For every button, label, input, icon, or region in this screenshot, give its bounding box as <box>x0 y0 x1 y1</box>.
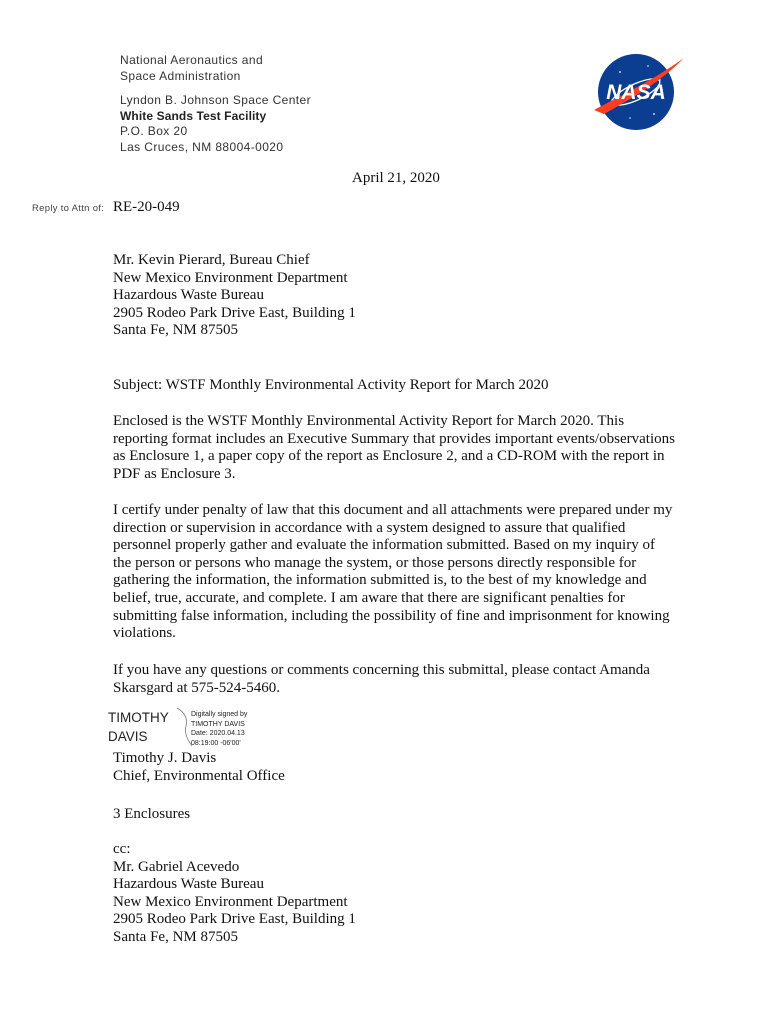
signature-detail-line: 08:19:00 -06'00' <box>191 739 241 747</box>
cc-label: cc: <box>113 841 131 857</box>
signature-name-line: TIMOTHY <box>108 710 169 725</box>
signatory-block <box>113 750 693 785</box>
cc-line: Mr. Gabriel Acevedo <box>113 858 240 875</box>
paragraph-line: Skarsgard at 575-524-5460. <box>113 679 281 696</box>
paragraph-line: If you have any questions or comments concerning this submittal, please contact Amanda <box>113 662 650 678</box>
logo-wordmark: NASA <box>606 81 666 104</box>
paragraph-line: Enclosed is the WSTF Monthly Environmental Activity Report for March 2020. This <box>113 413 625 429</box>
digital-signature-details <box>191 710 247 748</box>
paragraph-line: submitting false information, including the possibility of fine and imprisonment for knowing <box>113 607 670 624</box>
subject-line <box>113 377 693 395</box>
agency-name-line1: National Aeronautics and <box>120 53 264 67</box>
cc-line: Hazardous Waste Bureau <box>113 876 264 893</box>
po-box: P.O. Box 20 <box>120 124 188 138</box>
signatory-title: Chief, Environmental Office <box>113 767 285 784</box>
paragraph-line: reporting format includes an Executive Summary that provides important events/observations <box>113 430 675 447</box>
center-name: Lyndon B. Johnson Space Center <box>120 93 312 107</box>
cc-block <box>113 841 693 947</box>
paragraph-line: gathering the information, the information submitted is, to the best of my knowledge and <box>113 572 647 589</box>
subject-text: Subject: WSTF Monthly Environmental Activity Report for March 2020 <box>113 377 549 393</box>
signatory-name: Timothy J. Davis <box>113 750 217 766</box>
paragraph-line: belief, true, accurate, and complete. I am aware that there are significant penalties for <box>113 589 625 606</box>
paragraph-enclosures <box>113 413 688 483</box>
reply-to-label: Reply to Attn of: <box>32 203 105 214</box>
recipient-line: 2905 Rodeo Park Drive East, Building 1 <box>113 304 356 321</box>
paragraph-line: PDF as Enclosure 3. <box>113 465 236 482</box>
cc-line: New Mexico Environment Department <box>113 893 348 910</box>
recipient-address <box>113 252 693 340</box>
signature-name-line: DAVIS <box>108 729 148 744</box>
recipient-line: Hazardous Waste Bureau <box>113 287 264 304</box>
reference-number: RE-20-049 <box>113 199 180 215</box>
signature-detail-line: Digitally signed by <box>191 711 248 718</box>
letter-date: April 21, 2020 <box>352 170 440 186</box>
digital-signature-name <box>108 708 169 746</box>
paragraph-line: violations. <box>113 625 176 642</box>
letterhead <box>120 53 311 155</box>
paragraph-line: the person or persons who manage the system, or those persons directly responsible for <box>113 554 637 571</box>
signature-detail-line: TIMOTHY DAVIS <box>191 720 245 728</box>
paragraph-line: I certify under penalty of law that this document and all attachments were prepared under my <box>113 502 673 518</box>
paragraph-line: personnel properly gather and evaluate the information submitted. Based on my inquiry of <box>113 537 655 554</box>
paragraph-line: direction or supervision in accordance with a system designed to assure that qualified <box>113 519 626 536</box>
signature-detail-line: Date: 2020.04.13 <box>191 730 245 737</box>
recipient-line: Santa Fe, NM 87505 <box>113 322 238 339</box>
city-state-zip: Las Cruces, NM 88004-0020 <box>120 139 284 154</box>
cc-line: Santa Fe, NM 87505 <box>113 928 238 945</box>
paragraph-line: as Enclosure 1, a paper copy of the report as Enclosure 2, and a CD-ROM with the report in <box>113 448 665 465</box>
enclosures-note <box>113 806 693 824</box>
facility-name: White Sands Test Facility <box>120 108 267 123</box>
agency-name-line2: Space Administration <box>120 68 241 83</box>
nasa-logo <box>590 52 686 132</box>
paragraph-contact <box>113 662 688 697</box>
recipient-line: New Mexico Environment Department <box>113 269 348 286</box>
paragraph-certification <box>113 502 688 643</box>
recipient-line: Mr. Kevin Pierard, Bureau Chief <box>113 252 310 268</box>
cc-line: 2905 Rodeo Park Drive East, Building 1 <box>113 911 356 928</box>
enclosures-count: 3 Enclosures <box>113 806 191 822</box>
